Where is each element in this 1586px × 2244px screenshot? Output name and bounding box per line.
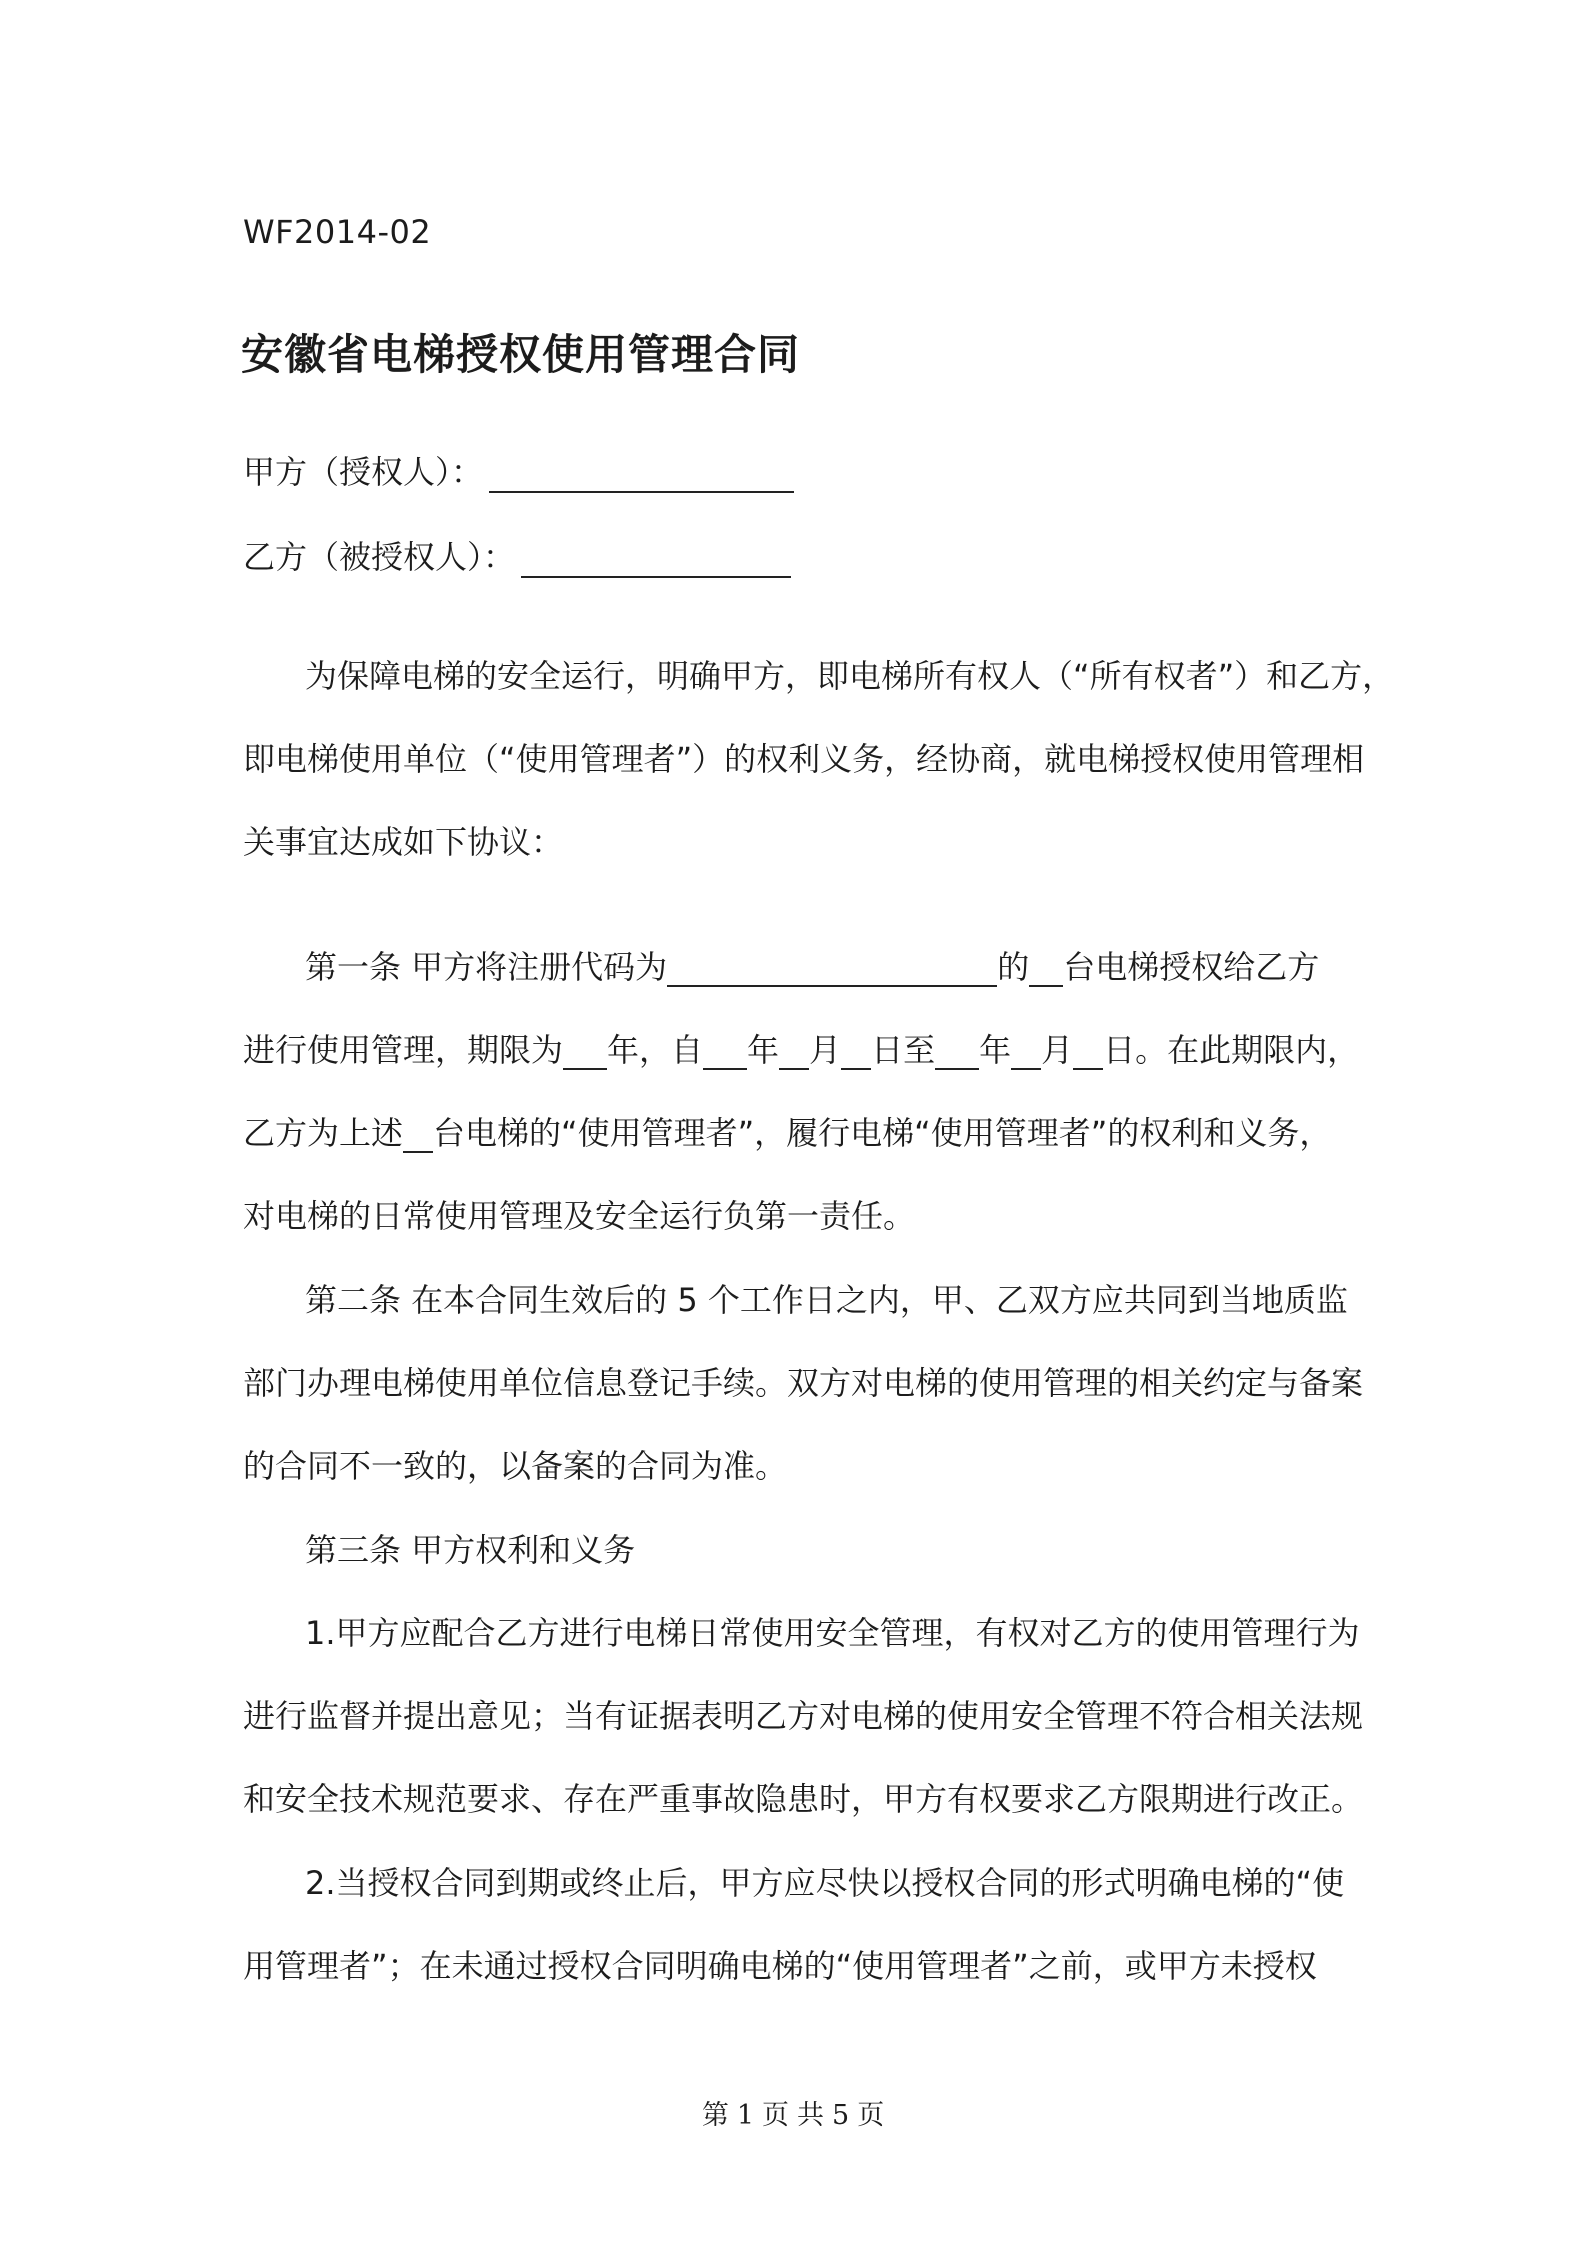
article-1-line (243, 1113, 1331, 1153)
article-3-line: 用管理者”；在未通过授权合同明确电梯的“使用管理者”之前，或甲方未授权 (243, 1947, 1317, 1985)
article-3-line: 和安全技术规范要求、存在严重事故隐患时，甲方有权要求乙方限期进行改正。 (243, 1780, 1364, 1818)
text-segment: 月 (1041, 1031, 1074, 1069)
text-segment: 台电梯的“使用管理者”，履行电梯“使用管理者”的权利和义务， (433, 1114, 1332, 1152)
elevator-count-blank (1029, 949, 1063, 987)
footer-text: 页 (762, 2100, 789, 2131)
text-segment: 的 (997, 948, 1030, 986)
page-footer (0, 2093, 1586, 2132)
registration-code-blank (667, 949, 997, 987)
document-title: 安徽省电梯授权使用管理合同 (241, 330, 801, 379)
party-a-line (243, 447, 794, 493)
article-1-line (305, 947, 1319, 987)
text-segment: 台电梯授权给乙方 (1063, 948, 1320, 986)
article-2-line: 部门办理电梯使用单位信息登记手续。双方对电梯的使用管理的相关约定与备案 (243, 1364, 1364, 1402)
text-segment: 日至 (871, 1031, 936, 1069)
party-a-fill-blank (489, 455, 794, 493)
page-number: 1 (736, 2100, 754, 2131)
start-day-blank (841, 1032, 871, 1070)
start-year-blank (703, 1032, 747, 1070)
article-3-line: 2.当授权合同到期或终止后，甲方应尽快以授权合同的形式明确电梯的“使 (305, 1864, 1345, 1902)
text-segment: 年 (747, 1031, 780, 1069)
start-month-blank (779, 1032, 809, 1070)
party-a-label: 甲方（授权人）： (243, 453, 484, 491)
article-3-line: 1.甲方应配合乙方进行电梯日常使用安全管理，有权对乙方的使用管理行为 (305, 1614, 1360, 1652)
document-code: WF2014-02 (243, 213, 432, 251)
end-year-blank (935, 1032, 979, 1070)
text-segment: 日。在此期限内， (1103, 1031, 1360, 1069)
party-b-fill-blank (521, 540, 791, 578)
text-segment: 年 (979, 1031, 1012, 1069)
article-3-heading: 第三条 甲方权利和义务 (305, 1531, 636, 1569)
footer-text: 页 (857, 2100, 885, 2131)
article-1-line: 对电梯的日常使用管理及安全运行负第一责任。 (243, 1197, 916, 1235)
preamble-line: 关事宜达成如下协议： (243, 823, 564, 861)
article-1-line (243, 1030, 1359, 1070)
preamble-line: 即电梯使用单位（“使用管理者”）的权利义务，经协商，就电梯授权使用管理相 (243, 740, 1365, 778)
text-segment: 进行使用管理，期限为 (243, 1031, 564, 1069)
party-b-label: 乙方（被授权人）： (243, 538, 516, 576)
end-day-blank (1073, 1032, 1103, 1070)
text-segment: 乙方为上述 (243, 1114, 404, 1152)
total-pages: 5 (832, 2100, 850, 2131)
footer-text: 第 (701, 2100, 729, 2131)
text-segment: 年，自 (607, 1031, 704, 1069)
text-segment: 第一条 甲方将注册代码为 (305, 948, 668, 986)
preamble-line: 为保障电梯的安全运行，明确甲方，即电梯所有权人（“所有权者”）和乙方， (305, 657, 1395, 695)
article-2-line: 的合同不一致的，以备案的合同为准。 (243, 1447, 788, 1485)
elevator-count-blank-2 (403, 1115, 433, 1153)
article-3-line: 进行监督并提出意见；当有证据表明乙方对电梯的使用安全管理不符合相关法规 (243, 1697, 1364, 1735)
footer-text: 共 (797, 2100, 824, 2131)
article-2-line: 第二条 在本合同生效后的 5 个工作日之内，甲、乙双方应共同到当地质监 (305, 1281, 1348, 1319)
term-years-blank (563, 1032, 607, 1070)
end-month-blank (1011, 1032, 1041, 1070)
text-segment: 月 (809, 1031, 842, 1069)
party-b-line (243, 532, 791, 578)
